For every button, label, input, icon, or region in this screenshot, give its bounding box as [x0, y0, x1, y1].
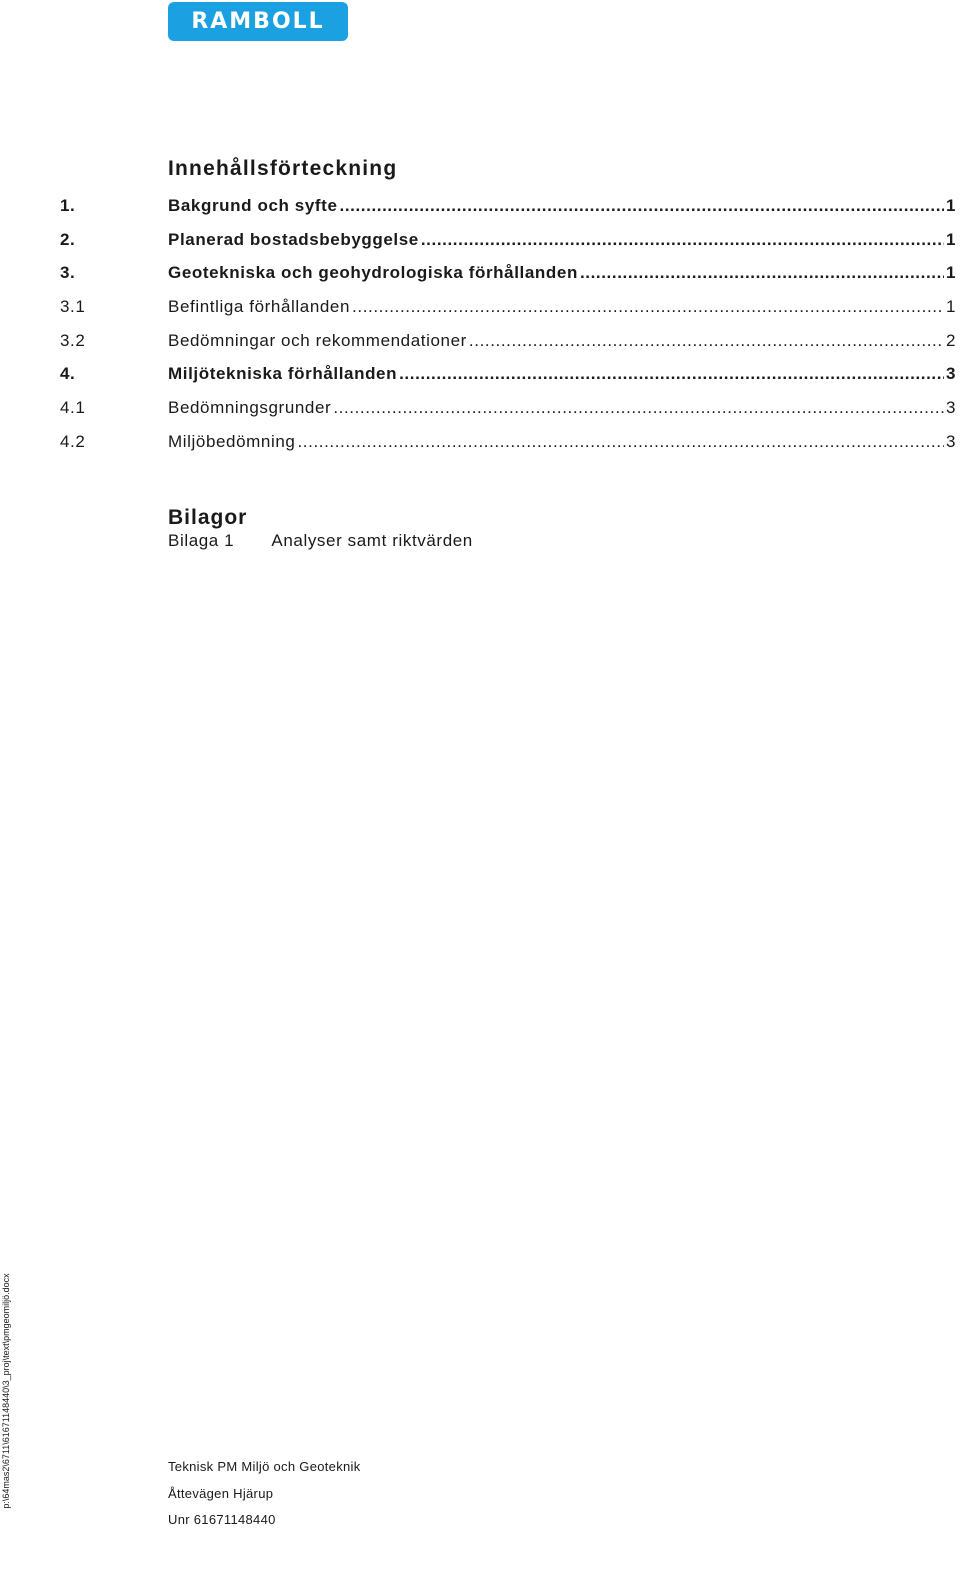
toc-entry-page: 1 — [945, 196, 956, 215]
toc-entry-title: Bakgrund och syfte — [168, 196, 338, 215]
logo-text: RAMBOLL — [191, 9, 325, 34]
toc-dot-leader — [469, 329, 944, 353]
ramboll-logo — [168, 2, 348, 41]
toc-entry-title: Miljötekniska förhållanden — [168, 364, 398, 384]
toc-entry-page: 2 — [945, 330, 956, 350]
toc-entry-number: 2. — [60, 229, 76, 249]
attachments-heading: Bilagor — [168, 506, 248, 529]
attachment-label: Bilaga 1 — [168, 531, 235, 550]
toc-entry-page: 1 — [945, 229, 956, 249]
toc-entry-number: 3.1 — [60, 297, 86, 317]
attachment-item[interactable] — [168, 531, 473, 551]
toc-entry-number: 4. — [60, 364, 76, 384]
file-path-label: p:\64mas2\6711\61671148440\3_proj\text\pmgeomiljö.docx — [1, 1273, 11, 1509]
table-of-contents — [60, 194, 956, 464]
toc-entry[interactable] — [60, 329, 956, 363]
footer-document-title: Teknisk PM Miljö och Geoteknik — [168, 1459, 361, 1474]
toc-entry-title: Geotekniska och geohydrologiska förhållanden — [168, 263, 578, 283]
toc-entry[interactable] — [60, 261, 956, 295]
toc-heading: Innehållsförteckning — [168, 157, 398, 180]
toc-dot-leader — [399, 362, 944, 386]
toc-entry[interactable] — [60, 295, 956, 329]
toc-dot-leader — [340, 194, 944, 218]
toc-dot-leader — [352, 295, 944, 319]
toc-dot-leader — [580, 261, 944, 285]
toc-entry-number: 3. — [60, 263, 76, 283]
toc-entry-title: Planerad bostadsbebyggelse — [168, 229, 419, 249]
toc-dot-leader — [297, 430, 943, 454]
toc-entry-number: 4.1 — [60, 398, 86, 418]
toc-entry-title: Bedömningsgrunder — [168, 398, 332, 418]
toc-entry-page: 1 — [945, 297, 956, 317]
toc-entry-page: 3 — [945, 364, 956, 384]
toc-entry-page: 1 — [945, 263, 956, 283]
toc-dot-leader — [421, 228, 944, 252]
toc-entry-number: 3.2 — [60, 330, 86, 350]
attachment-title: Analyser samt riktvärden — [271, 531, 473, 550]
footer-project-number: Unr 61671148440 — [168, 1512, 276, 1527]
toc-entry-page: 3 — [945, 398, 956, 418]
toc-entry[interactable] — [60, 362, 956, 396]
toc-entry-title: Bedömningar och rekommendationer — [168, 330, 467, 350]
toc-entry[interactable] — [60, 430, 956, 464]
toc-entry-title: Miljöbedömning — [168, 431, 296, 451]
toc-entry[interactable] — [60, 228, 956, 262]
toc-dot-leader — [333, 396, 944, 420]
footer-project-location: Åttevägen Hjärup — [168, 1486, 274, 1501]
toc-entry-number: 4.2 — [60, 431, 86, 451]
toc-entry[interactable] — [60, 396, 956, 430]
toc-entry-page: 3 — [945, 431, 956, 451]
toc-entry[interactable] — [60, 194, 956, 228]
toc-entry-number: 1. — [60, 196, 76, 215]
toc-entry-title: Befintliga förhållanden — [168, 297, 351, 317]
